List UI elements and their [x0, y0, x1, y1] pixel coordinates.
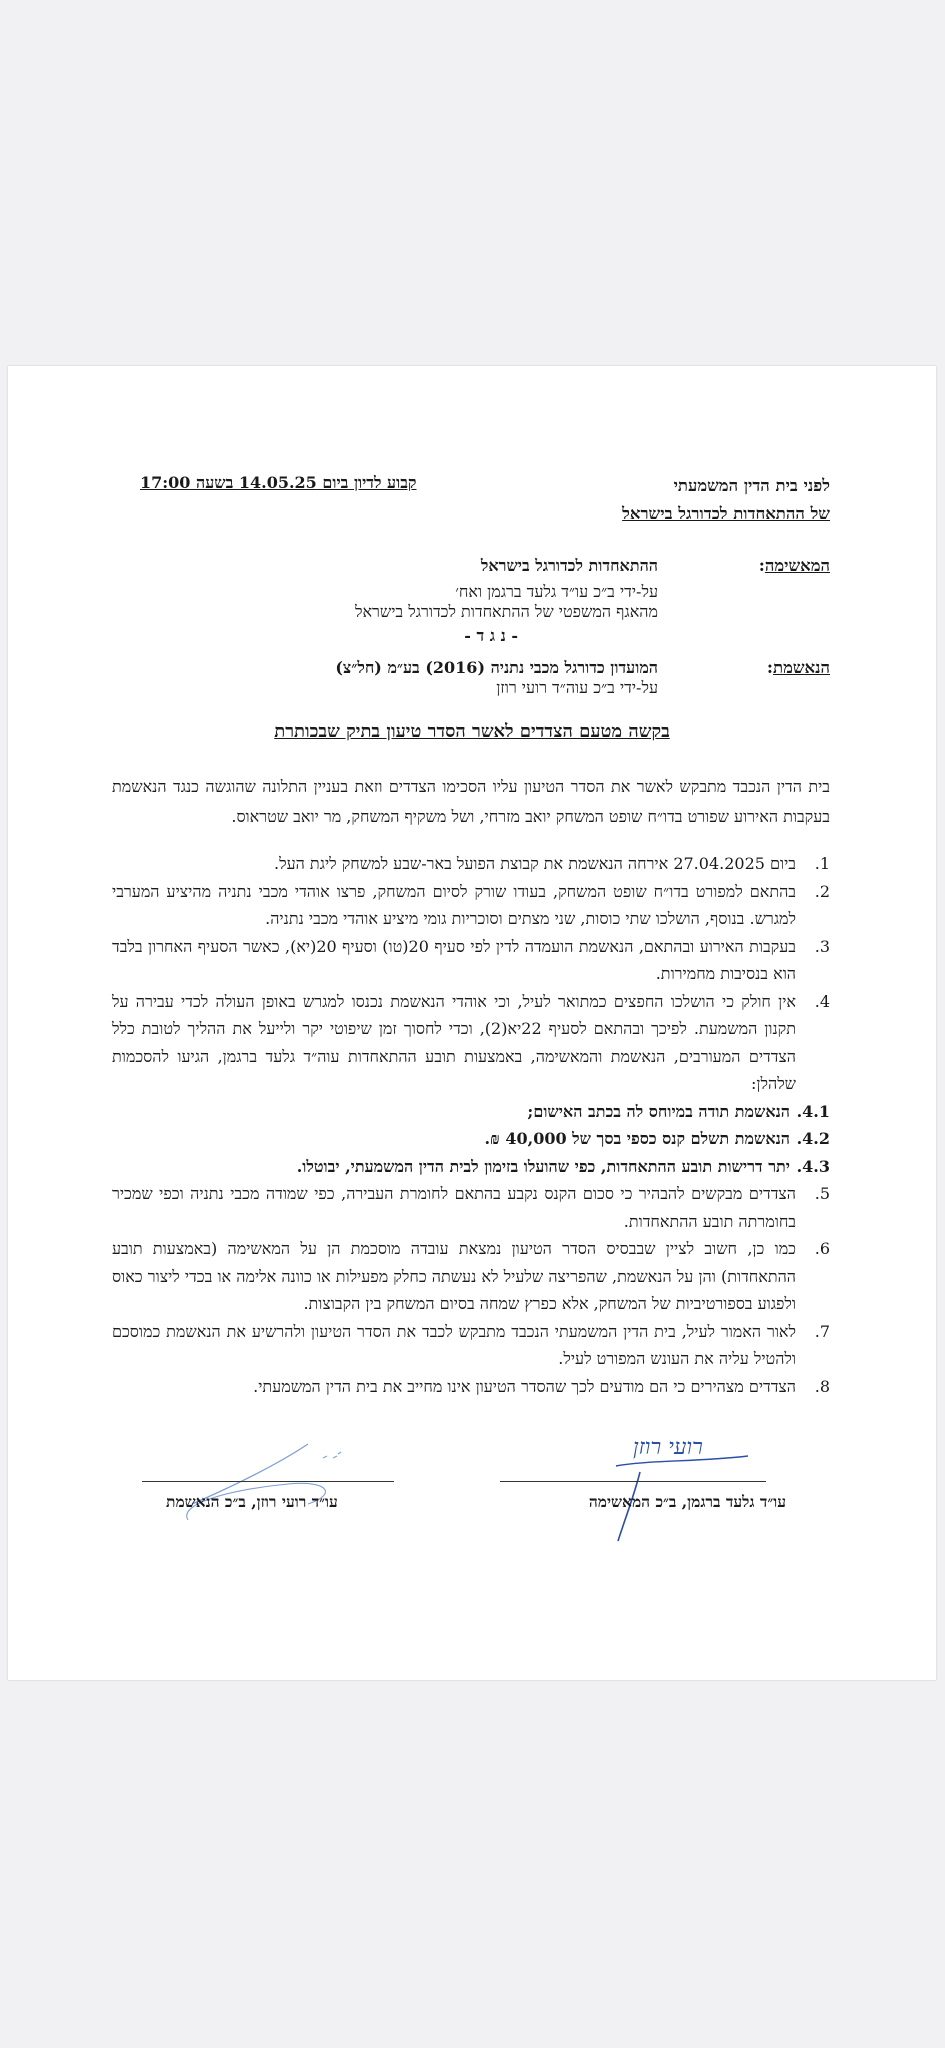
- item-text: הנאשמת תודה במיוחס לה בכתב האישום;: [527, 1101, 790, 1121]
- list-item: [112, 988, 830, 1098]
- document-title: בקשה מטעם הצדדים לאשר הסדר טיעון בתיק שבכותרת: [274, 721, 670, 742]
- item-number: 7.: [814, 1321, 830, 1341]
- sub-item: [112, 1153, 830, 1181]
- list-item: [112, 878, 830, 933]
- item-text: יתר דרישות תובע ההתאחדות, כפי שהועלו בזימון לבית הדין המשמעתי, יבוטלו.: [296, 1156, 790, 1176]
- prosecution-name: ההתאחדות לכדורגל בישראל: [480, 556, 658, 575]
- item-text: כמו כן, חשוב לציין שבבסיס הסדר הטיעון נמצאת עובדה מוסכמת הן על המאשימה (באמצעות תובע ההתאחדות) והן על הנאשמת, שהפריצה שלעיל לא נעשתה כחלק מפעילות או כוונה אלימה או בכדי ליצור כאוס ולפגוע בספורטיביות של המשחק, אלא כפרץ שמחה בסיום המשחק בין הקבוצות.: [112, 1239, 796, 1313]
- item-number: 4.2.: [796, 1129, 830, 1148]
- numbered-items: [112, 850, 830, 1400]
- signature-line-left: [142, 1481, 394, 1482]
- item-text: הצדדים מבקשים להבהיר כי סכום הקנס נקבע בהתאם לחומרת העבירה, כפי שמודה מכבי נתניה וכפי שמכיר בחומרתה תובע ההתאחדות.: [112, 1184, 796, 1231]
- item-number: 2.: [814, 881, 830, 901]
- item-number: 1.: [814, 854, 830, 873]
- signature-name-left: עו״ד רועי רוזן, ב״כ הנאשמת: [166, 1492, 338, 1511]
- item-number: 4.: [814, 991, 830, 1011]
- defense-label-wrap: הנאשמת:: [766, 658, 830, 677]
- court-line-1: לפני בית הדין המשמעתי: [673, 476, 830, 495]
- defense-name: המועדון כדורגל מכבי נתניה (2016) בע״מ (חל״צ): [335, 658, 658, 677]
- document-page: [8, 366, 936, 1680]
- signature-line-right: [500, 1481, 766, 1482]
- item-number: 4.3.: [796, 1156, 830, 1176]
- item-number: 5.: [814, 1184, 830, 1203]
- defense-block: [335, 658, 658, 698]
- list-item: [112, 850, 830, 878]
- list-item: [112, 1180, 830, 1235]
- signature-name-right: עו״ד גלעד ברגמן, ב״כ המאשימה: [588, 1492, 786, 1511]
- list-item: [112, 1235, 830, 1318]
- item-text: בעקבות האירוע ובהתאם, הנאשמת הועמדה לדין לפי סעיף 20(טו) וסעיף 20(יא), כאשר הסעיף האחרון בלבד הוא בנסיבות מחמירות.: [112, 936, 796, 983]
- versus-label: - נ ג ד -: [464, 626, 518, 645]
- prosecution-label-wrap: המאשימה:: [758, 556, 830, 575]
- court-line-2: של ההתאחדות לכדורגל בישראל: [622, 504, 830, 523]
- item-text: ביום 27.04.2025 אירחה הנאשמת את קבוצת הפועל באר-שבע למשחק ליגת העל.: [274, 854, 796, 873]
- list-item: [112, 1373, 830, 1401]
- item-text: הצדדים מצהירים כי הם מודעים לכך שהסדר הטיעון אינו מחייב את בית הדין המשמעתי.: [253, 1376, 796, 1396]
- list-item: [112, 1318, 830, 1373]
- signature-bergman-handwriting: רועי רוזן: [633, 1435, 703, 1460]
- item-text: אין חולק כי הושלכו החפצים כמתואר לעיל, וכי אוהדי הנאשמת נכנסו למגרש באופן העולה לכדי עבירה על תקנון המשמעת. לפיכך ובהתאם לסעיף 22יא(2), וכדי לחסוך זמן שיפוטי יקר ולייעל את ההליך לטובת כלל הצדדים המעורבים, הנאשמת והמאשימה, באמצעות תובע ההתאחדות עוה״ד גלעד ברגמן, הגיעו להסכמות שלהלן:: [112, 991, 796, 1093]
- prosecution-rep-1: על-ידי ב״כ עו״ד גלעד ברגמן ואח׳: [455, 582, 658, 601]
- item-text: בהתאם למפורט בדו״ח שופט המשחק, בעודו שורק לסיום המשחק, פרצו אוהדי מכבי נתניה מהיציע המערבי למגרש. בנוסף, הושלכו שתי כוסות, שני מצתים וסוכריות גומי מיציע אוהדי מכבי נתניה.: [112, 881, 796, 928]
- item-text: לאור האמור לעיל, בית הדין המשמעתי הנכבד מתבקש לכבד את הסדר הטיעון ולהרשיע את הנאשמת כמוסכם ולהטיל עליה את העונש המפורט לעיל.: [112, 1321, 797, 1368]
- signature-rozen-scribble: [168, 1434, 368, 1534]
- prosecution-label: המאשימה: [764, 556, 830, 575]
- item-number: 3.: [814, 936, 830, 956]
- item-text: הנאשמת תשלם קנס כספי בסך של 40,000 ₪.: [484, 1129, 790, 1148]
- prosecution-block: [355, 556, 658, 646]
- court-header: [622, 472, 830, 528]
- hearing-date-note: קבוע לדיון ביום 14.05.25 בשעה 17:00: [140, 473, 417, 492]
- list-item: [112, 933, 830, 988]
- sub-item: [112, 1098, 830, 1126]
- item-number: 6.: [814, 1239, 830, 1258]
- item-number: 8.: [814, 1376, 830, 1396]
- item-number: 4.1.: [796, 1101, 830, 1121]
- defense-label: הנאשמת: [773, 658, 830, 677]
- defense-rep-1: על-ידי ב״כ עוה״ד רועי רוזן: [496, 678, 658, 697]
- intro-paragraph: בית הדין הנכבד מתבקש לאשר את הסדר הטיעון עליו הסכימו הצדדים וזאת בעניין התלונה שהוגשה כנגד הנאשמת בעקבות האירוע שפורט בדו״ח שופט המשחק יואב מזרחי, ושל משקיף המשחק, מר יואב שטראוס.: [112, 777, 830, 826]
- sub-item: [112, 1125, 830, 1153]
- prosecution-rep-2: מהאגף המשפטי של ההתאחדות לכדורגל בישראל: [354, 602, 658, 621]
